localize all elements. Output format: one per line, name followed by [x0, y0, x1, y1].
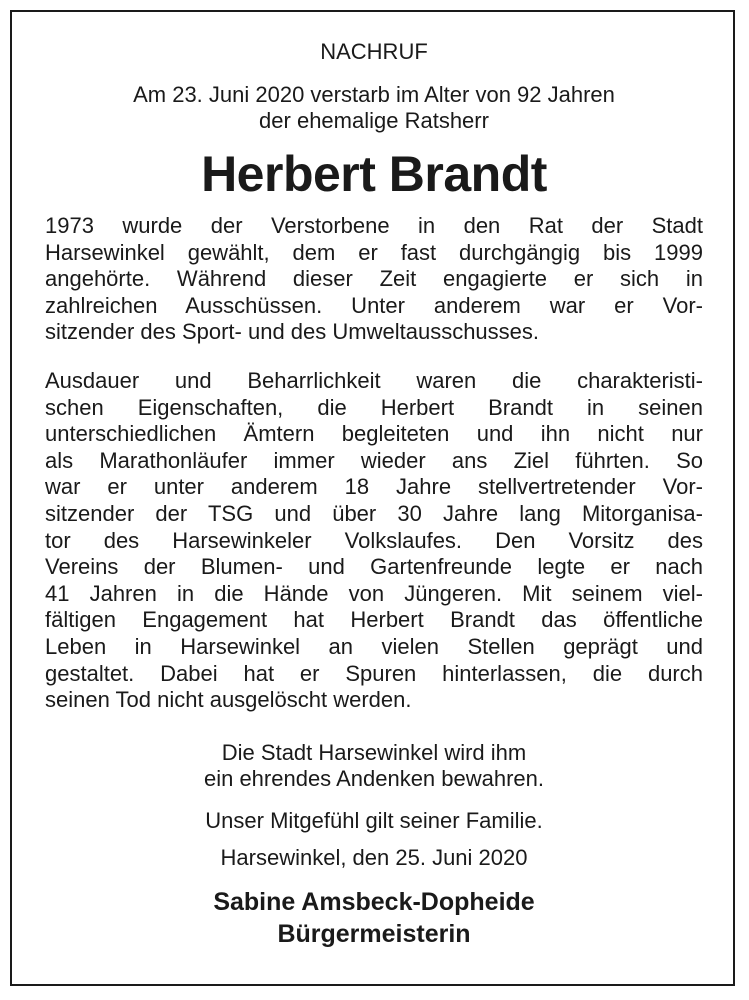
signer-title: Bürgermeisterin: [277, 920, 471, 948]
paragraph-line: 41 Jahren in die Hände von Jüngeren. Mit seinem viel-: [45, 580, 703, 606]
paragraph-line: gestaltet. Dabei hat er Spuren hinterlassen, die durch: [45, 660, 703, 686]
paragraph-career: [45, 213, 703, 346]
paragraph-tribute: [45, 368, 703, 714]
paragraph-line: Ausdauer und Beharrlichkeit waren die charakteristi-: [45, 368, 703, 393]
paragraph-line: zahlreichen Ausschüssen. Unter anderem war er Vor-: [45, 292, 703, 318]
intro-line: Am 23. Juni 2020 verstarb im Alter von 92 Jahren: [133, 82, 615, 107]
paragraph-line: fältigen Engagement hat Herbert Brandt das öffentliche: [45, 607, 703, 633]
paragraph-line: Leben in Harsewinkel an vielen Stellen geprägt und: [45, 633, 703, 659]
paragraph-line: schen Eigenschaften, die Herbert Brandt in seinen: [45, 394, 703, 420]
paragraph-line: tor des Harsewinkeler Volkslaufes. Den Vorsitz des: [45, 527, 703, 553]
signer-name: Sabine Amsbeck-Dopheide: [213, 888, 535, 916]
closing-line: ein ehrendes Andenken bewahren.: [203, 766, 545, 791]
intro-line: der ehemalige Ratsherr: [259, 108, 489, 133]
paragraph-line: sitzender der TSG und über 30 Jahre lang Mitorganisa-: [45, 500, 703, 526]
sympathy-text: Unser Mitgefühl gilt seiner Familie.: [205, 808, 543, 833]
intro-text: [45, 82, 703, 134]
paragraph-line: unterschiedlichen Ämtern begleiteten und ihn nicht nur: [45, 421, 703, 447]
signature-block: [45, 886, 703, 950]
deceased-name: Herbert Brandt: [201, 146, 547, 202]
paragraph-line: seinen Tod nicht ausgelöscht werden.: [45, 687, 412, 713]
paragraph-line: 1973 wurde der Verstorbene in den Rat der Stadt: [45, 213, 703, 238]
closing-line: Die Stadt Harsewinkel wird ihm: [221, 740, 527, 765]
paragraph-line: war er unter anderem 18 Jahre stellvertretender Vor-: [45, 474, 703, 500]
place-date: Harsewinkel, den 25. Juni 2020: [220, 845, 528, 870]
paragraph-line: sitzender des Sport- und des Umweltausschusses.: [45, 319, 540, 345]
paragraph-line: Harsewinkel gewählt, dem er fast durchgängig bis 1999: [45, 239, 703, 265]
paragraph-line: Vereins der Blumen- und Gartenfreunde legte er nach: [45, 554, 703, 580]
paragraph-line: als Marathonläufer immer wieder ans Ziel führten. So: [45, 447, 703, 473]
paragraph-line: angehörte. Während dieser Zeit engagierte er sich in: [45, 266, 703, 292]
notice-heading: NACHRUF: [320, 39, 428, 64]
closing-text: [45, 740, 703, 792]
